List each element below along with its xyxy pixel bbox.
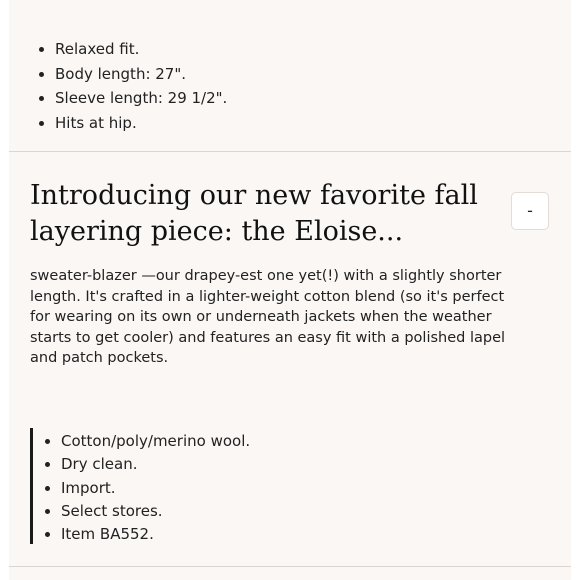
section-divider — [9, 151, 571, 152]
collapse-section-button[interactable] — [511, 192, 549, 230]
fit-details-list — [30, 37, 227, 135]
list-item: • Body length: 27". — [55, 62, 227, 87]
list-item: • Import. — [61, 477, 513, 500]
section-description: sweater-blazer —our drapey-est one yet(!) with a slightly shorter length. It's crafted in a lighter-weight cotton blend (so it's perfect for wearing on its own or underneath jackets when the weather starts to get cooler) and features an easy fit with a polished lapel and patch pockets. — [30, 268, 506, 366]
list-item: • Relaxed fit. — [55, 37, 227, 62]
left-margin — [0, 0, 9, 580]
right-margin — [571, 0, 580, 580]
section-title: Introducing our new favorite fall layering piece: the Eloise... — [30, 180, 478, 247]
minus-icon: - — [527, 201, 533, 220]
list-item: • Cotton/poly/merino wool. — [61, 430, 513, 453]
list-item: • Item BA552. — [61, 523, 513, 546]
list-item: • Dry clean. — [61, 453, 513, 476]
list-item: • Hits at hip. — [55, 111, 227, 136]
section-divider — [9, 566, 571, 567]
details-block — [30, 428, 513, 544]
list-item: • Select stores. — [61, 500, 513, 523]
product-details-list — [33, 428, 513, 546]
list-item: • Sleeve length: 29 1/2". — [55, 86, 227, 111]
